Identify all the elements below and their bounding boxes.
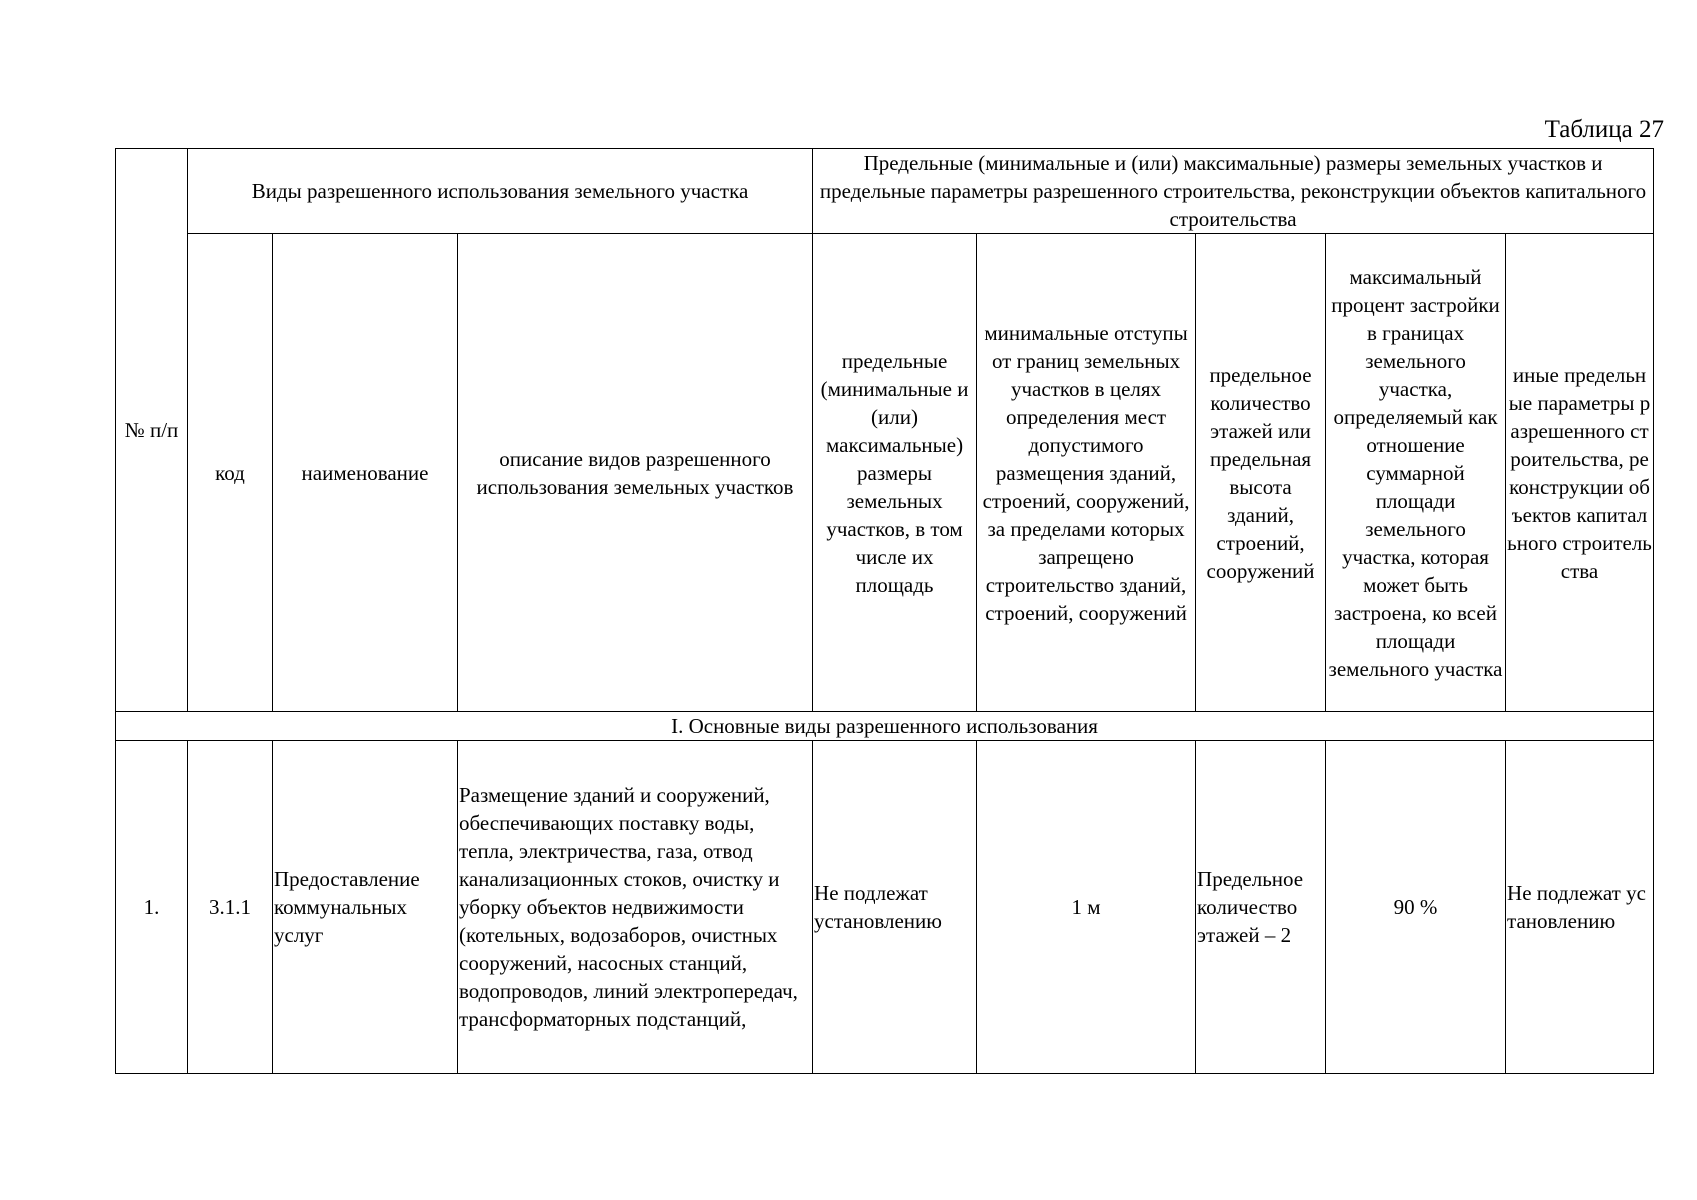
header-group-limits: Предельные (минимальные и (или) максимальные) размеры земельных участков и предельные параметры разрешенного строительства, реконструкции объектов капитального строительства xyxy=(813,149,1654,234)
table-caption: Таблица 27 xyxy=(1544,116,1664,143)
header-row-columns xyxy=(116,234,1654,712)
header-setbacks: минимальные отступы от границ земельных участков в целях определения мест допустимого размещения зданий, строений, сооружений, за пределами которых запрещено строительство зданий, строений, сооружений xyxy=(977,234,1196,712)
header-floors: предельное количество этажей или предельная высота зданий, строений, сооружений xyxy=(1196,234,1326,712)
row-other: Не подлежат установлению xyxy=(1506,741,1654,1074)
section-row xyxy=(116,712,1654,741)
row-coverage: 90 % xyxy=(1326,741,1506,1074)
header-num: № п/п xyxy=(116,149,188,712)
regulations-table xyxy=(115,148,1654,1074)
row-floors: Предельное количество этажей – 2 xyxy=(1196,741,1326,1074)
section-title: I. Основные виды разрешенного использования xyxy=(116,712,1654,741)
header-sizes: предельные (минимальные и (или) максимальные) размеры земельных участков, в том числе их площадь xyxy=(813,234,977,712)
header-description: описание видов разрешенного использования земельных участков xyxy=(458,234,813,712)
row-name: Предоставление коммунальных услуг xyxy=(273,741,458,1074)
header-group-types: Виды разрешенного использования земельного участка xyxy=(188,149,813,234)
row-setbacks: 1 м xyxy=(977,741,1196,1074)
row-sizes: Не подлежат установлению xyxy=(813,741,977,1074)
header-code: код xyxy=(188,234,273,712)
row-num: 1. xyxy=(116,741,188,1074)
header-row-group xyxy=(116,149,1654,234)
table-row xyxy=(116,741,1654,1074)
header-other: иные предельные параметры разрешенного строительства, реконструкции объектов капитального строительства xyxy=(1506,234,1654,712)
row-code: 3.1.1 xyxy=(188,741,273,1074)
header-coverage: максимальный процент застройки в границах земельного участка, определяемый как отношение суммарной площади земельного участка, которая может быть застроена, ко всей площади земельного участка xyxy=(1326,234,1506,712)
header-name: наименование xyxy=(273,234,458,712)
row-description: Размещение зданий и сооружений, обеспечивающих поставку воды, тепла, электричества, газа, отвод канализационных стоков, очистку и уборку объектов недвижимости (котельных, водозаборов, очистных сооружений, насосных станций, водопроводов, линий электропередач, трансформаторных подстанций, xyxy=(458,741,813,1074)
